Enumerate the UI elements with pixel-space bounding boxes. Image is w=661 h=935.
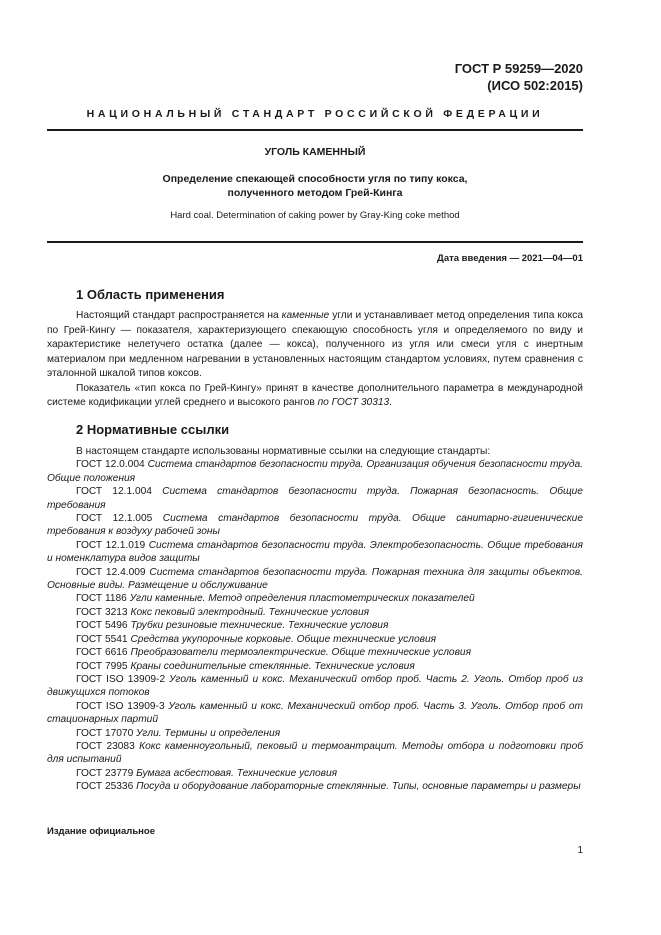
reference-item <box>47 700 583 727</box>
reference-code: ГОСТ 6616 <box>76 647 128 659</box>
gost-number: ГОСТ Р 59259—2020 <box>454 61 583 76</box>
section-1-heading: 1 Область применения <box>76 287 225 302</box>
normative-references <box>47 445 583 794</box>
p1-text-a: Настоящий стандарт распространяется на <box>76 310 282 321</box>
reference-item <box>47 660 583 673</box>
reference-title: Трубки резиновые технические. Технические условия <box>130 620 389 632</box>
reference-code: ГОСТ 12.4.009 <box>76 566 146 578</box>
reference-title: Посуда и оборудование лабораторные стеклянные. Типы, основные параметры и размеры <box>136 781 581 793</box>
reference-item <box>47 780 583 793</box>
reference-item <box>47 767 583 780</box>
reference-title: Уголь каменный и кокс. Механический отбор проб. Часть 2. Уголь. Отбор проб из движущихся потоков <box>47 673 583 699</box>
reference-title: Система стандартов безопасности труда. Организация обучения безопасности труда. Общие положения <box>47 459 583 484</box>
national-standard-heading: НАЦИОНАЛЬНЫЙ СТАНДАРТ РОССИЙСКОЙ ФЕДЕРАЦИИ <box>86 108 544 120</box>
p2-emphasis: по ГОСТ 30313 <box>317 397 390 408</box>
section-1-paragraph-2 <box>47 382 583 411</box>
english-title: Hard coal. Determination of caking power by Gray-King coke method <box>170 210 460 221</box>
p1-emphasis: каменные <box>281 310 330 321</box>
reference-title: Система стандартов безопасности труда. Пожарная безопасность. Общие требования <box>47 486 583 511</box>
reference-item <box>47 633 583 646</box>
reference-item <box>47 539 583 566</box>
document-title: УГОЛЬ КАМЕННЫЙ <box>264 146 366 158</box>
reference-item <box>47 458 583 485</box>
reference-title: Кокс пековый электродный. Технические условия <box>130 606 370 618</box>
reference-code: ГОСТ 12.0.004 <box>76 459 145 471</box>
reference-title: Бумага асбестовая. Технические условия <box>136 767 338 779</box>
reference-code: ГОСТ ISO 13909-3 <box>76 700 165 712</box>
reference-title: Угли каменные. Метод определения пластометрических показателей <box>129 593 475 605</box>
p2-text-b: . <box>389 397 393 408</box>
subtitle-line-1: Определение спекающей способности угля по типу кокса, <box>162 173 468 185</box>
reference-title: Система стандартов безопасности труда. Пожарная техника для защиты объектов. Основные виды. Размещение и обслуживание <box>47 566 583 592</box>
page-number: 1 <box>577 845 583 856</box>
section-1-body <box>47 309 583 411</box>
reference-code: ГОСТ 12.1.005 <box>76 513 153 525</box>
reference-code: ГОСТ 23779 <box>76 767 134 779</box>
references-intro: В настоящем стандарте использованы нормативные ссылки на следующие стандарты: <box>76 446 491 457</box>
reference-code: ГОСТ ISO 13909-2 <box>76 673 166 685</box>
gost-number-block <box>455 60 583 94</box>
reference-item <box>47 606 583 619</box>
reference-list <box>47 458 583 793</box>
p2-text-a: Показатель «тип кокса по Грей-Кингу» принят в качестве дополнительного параметра в международной системе кодификации углей среднего и высокого рангов <box>47 382 583 408</box>
reference-title: Преобразователи термоэлектрические. Общие технические условия <box>130 647 472 659</box>
reference-title: Система стандартов безопасности труда. Электробезопасность. Общие требования и номенклатура видов защиты <box>47 539 583 565</box>
section-1-paragraph-1 <box>47 309 583 382</box>
reference-title: Система стандартов безопасности труда. Общие санитарно-гигиенические требования к воздуху рабочей зоны <box>47 513 583 538</box>
iso-number: (ИСО 502:2015) <box>487 78 583 93</box>
reference-code: ГОСТ 23083 <box>76 740 135 752</box>
reference-code: ГОСТ 5496 <box>76 620 128 632</box>
reference-item <box>47 512 583 539</box>
reference-code: ГОСТ 7995 <box>76 660 128 672</box>
reference-code: ГОСТ 3213 <box>76 606 128 618</box>
reference-code: ГОСТ 25336 <box>76 781 134 793</box>
reference-item <box>47 740 583 767</box>
reference-title: Кокс каменноугольный, пековый и термоантрацит. Методы отбора и подготовки проб для испытаний <box>47 740 583 766</box>
reference-item <box>47 727 583 740</box>
reference-code: ГОСТ 17070 <box>76 727 134 739</box>
reference-title: Краны соединительные стеклянные. Технические условия <box>130 660 415 672</box>
subtitle-line-2: полученного методом Грей-Кинга <box>227 187 403 199</box>
reference-title: Угли. Термины и определения <box>136 727 281 739</box>
reference-code: ГОСТ 1186 <box>76 593 127 605</box>
reference-item <box>47 592 583 605</box>
title-divider <box>47 241 583 243</box>
reference-code: ГОСТ 5541 <box>76 633 128 645</box>
p1-text-b: угли и устанавливает метод определения типа кокса по Грей-Кингу — показателя, характеризующего спекающую способность угля и определяемого по виду и характеристике нелетучего остатка (далее — кокса), полученного из угля или смеси угля с инертным материалом при медленном нагревании в установленных настоящим стандартом условиях, путем сравнения с эталонной шкалой типов коксов. <box>47 310 583 379</box>
reference-item <box>47 566 583 593</box>
reference-code: ГОСТ 12.1.004 <box>76 486 152 498</box>
reference-title: Уголь каменный и кокс. Механический отбор проб. Часть 3. Уголь. Отбор проб от стационарных партий <box>47 700 583 726</box>
reference-item <box>47 646 583 659</box>
reference-title: Средства укупорочные корковые. Общие технические условия <box>130 633 437 645</box>
reference-item <box>47 485 583 512</box>
section-2-heading: 2 Нормативные ссылки <box>76 422 230 437</box>
introduction-date: Дата введения — 2021—04—01 <box>437 253 583 264</box>
top-divider <box>47 129 583 131</box>
official-edition-label: Издание официальное <box>47 826 155 837</box>
reference-item <box>47 673 583 700</box>
reference-code: ГОСТ 12.1.019 <box>76 539 146 551</box>
reference-item <box>47 619 583 632</box>
document-subtitle <box>47 172 583 200</box>
